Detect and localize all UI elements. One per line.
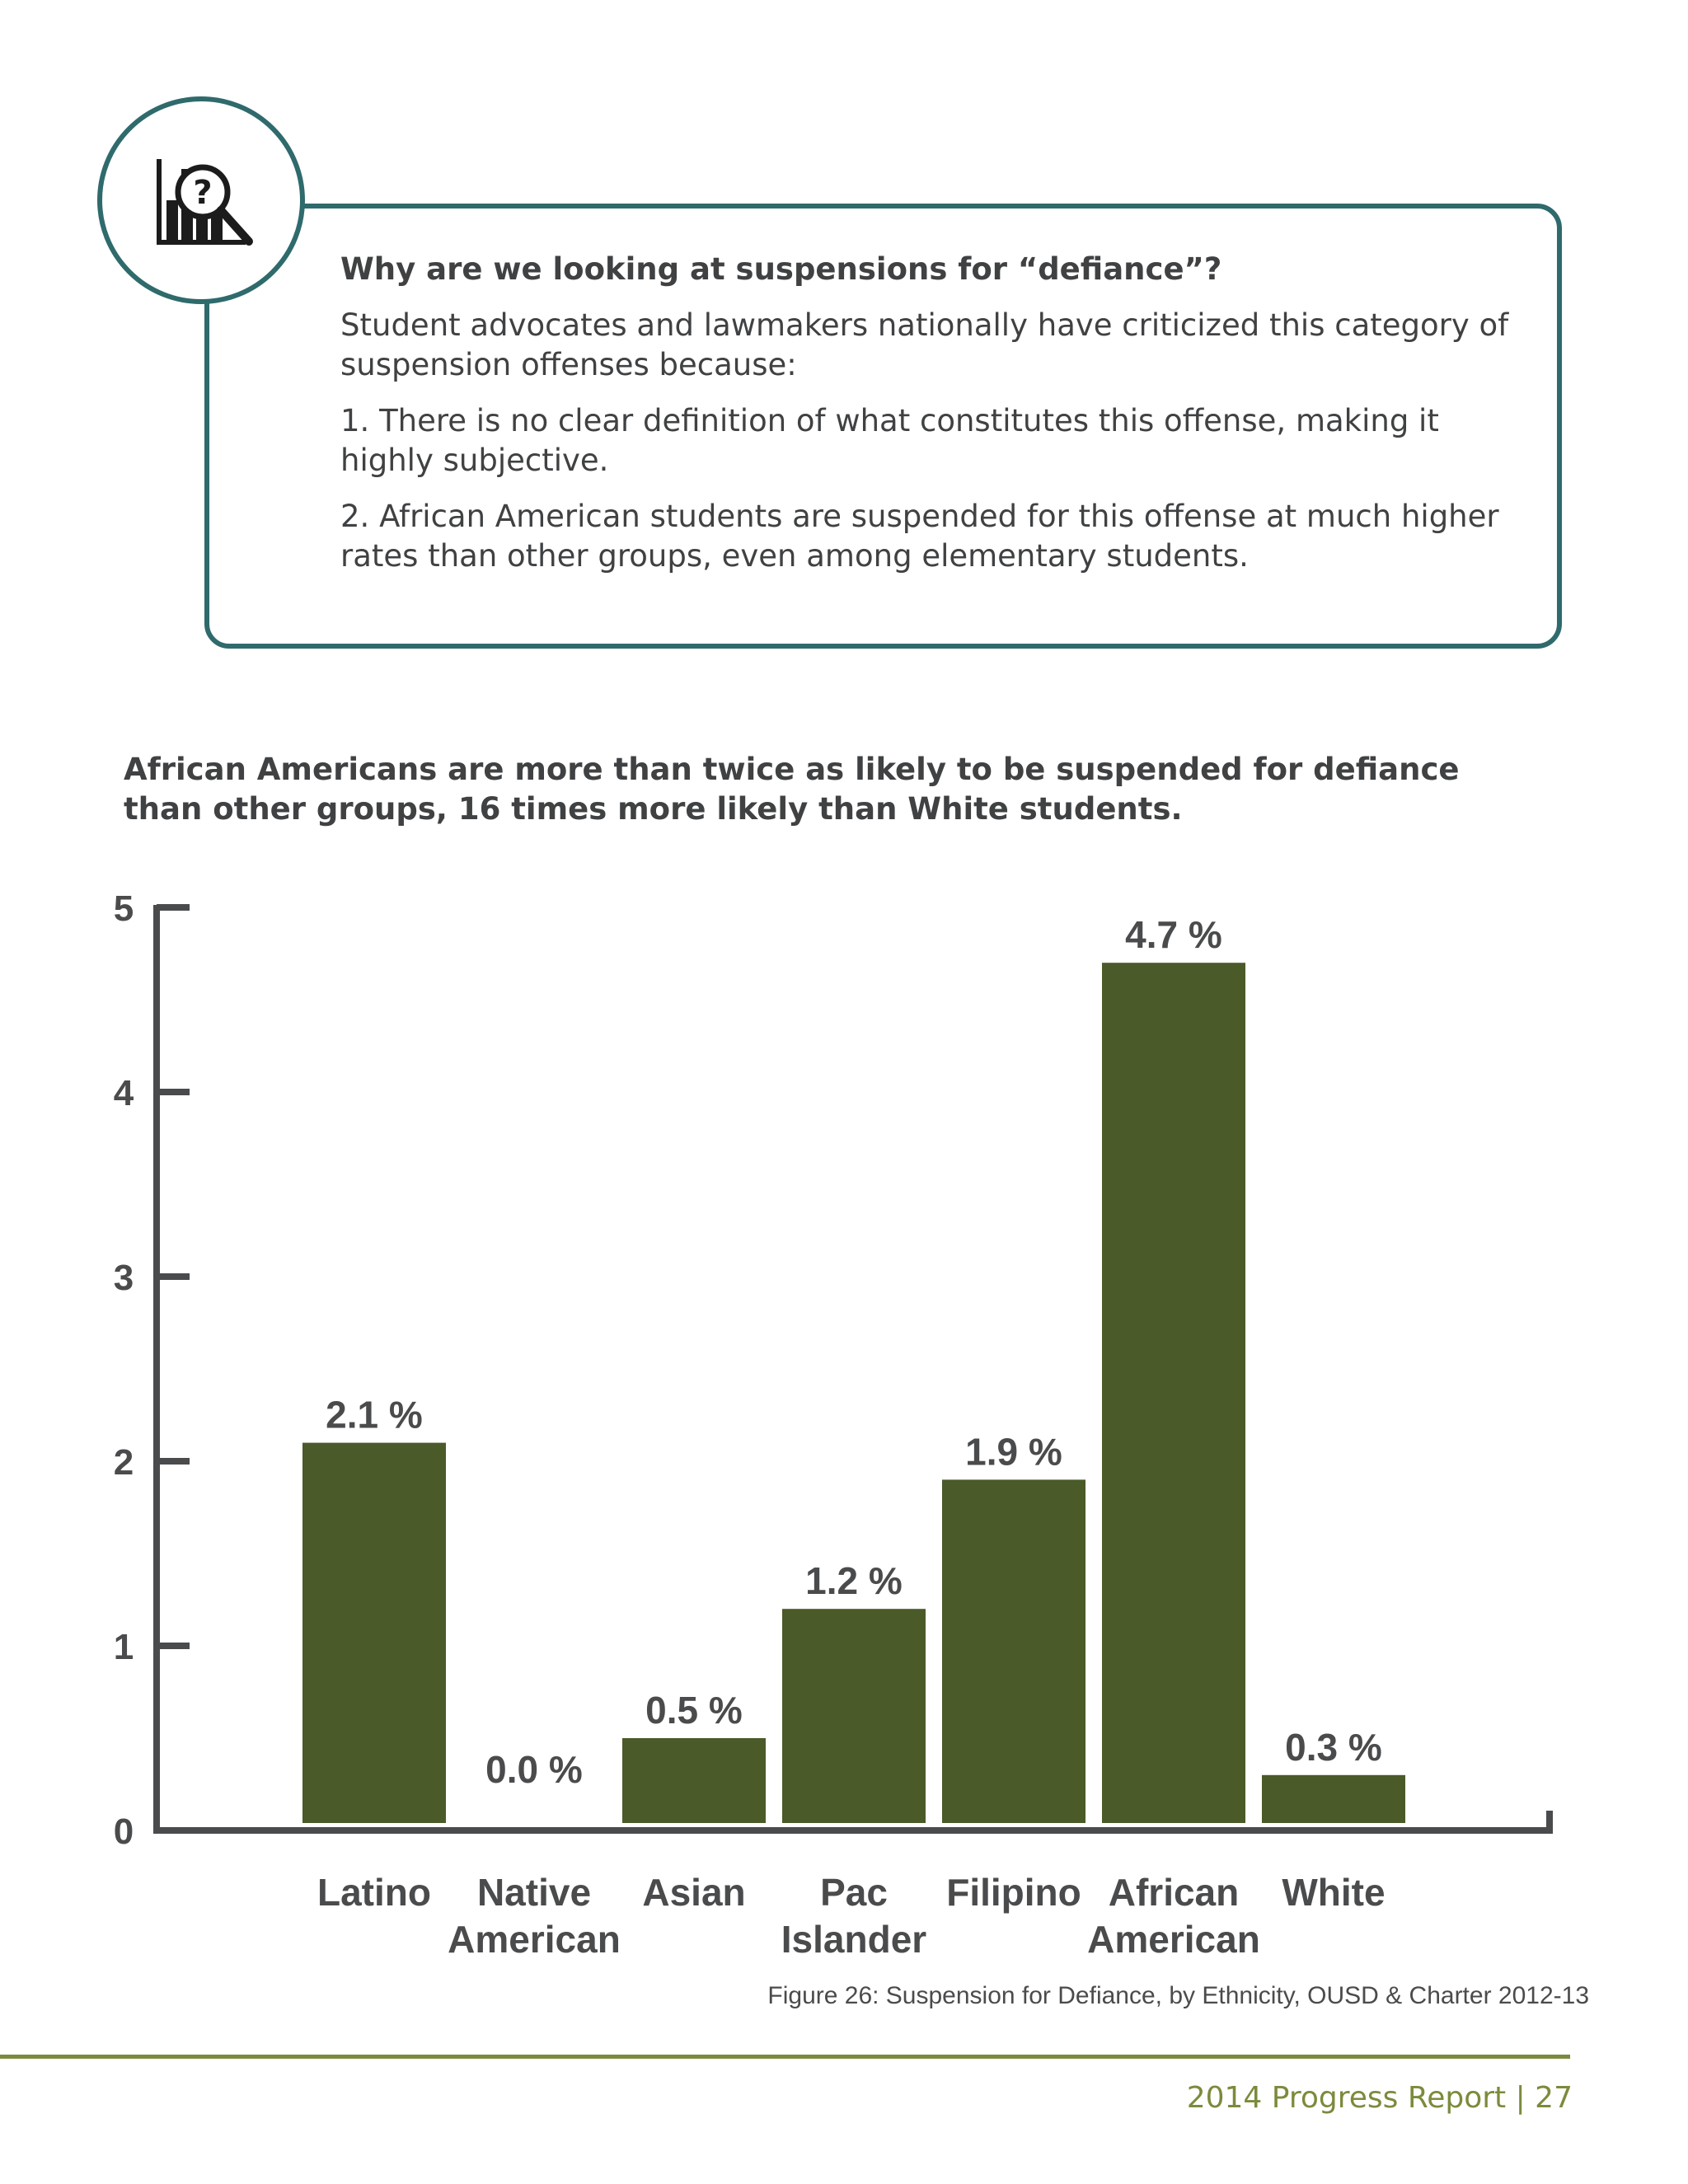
chart-headline: African Americans are more than twice as likely to be suspended for defiance than other groups, 16 times more likely than White students.: [124, 752, 1460, 827]
x-category-label: White: [1282, 1871, 1386, 1914]
callout-title: Why are we looking at suspensions for “defiance”?: [340, 251, 1222, 287]
bar-data-label: 1.2 %: [805, 1559, 903, 1603]
y-tick-label: 5: [113, 888, 134, 929]
x-category-label: Asian: [642, 1871, 746, 1914]
callout-point-2: 2. African American students are suspended for this offense at much higher rates than other groups, even among elementary students.: [340, 499, 1499, 574]
footer-rule: [0, 2055, 1570, 2059]
y-tick-label: 0: [113, 1811, 134, 1852]
bar-data-label: 0.5 %: [645, 1689, 743, 1732]
bar: [622, 1738, 766, 1823]
bar-data-label: 2.1 %: [326, 1393, 423, 1436]
y-tick-label: 4: [113, 1073, 134, 1113]
callout-point-1: 1. There is no clear definition of what constitutes this offense, making it highly subjective.: [340, 403, 1439, 478]
y-tick-label: 2: [113, 1442, 134, 1483]
callout-intro: Student advocates and lawmakers nationally have criticized this category of suspension offenses because:: [340, 307, 1509, 382]
bar: [1262, 1775, 1405, 1823]
bar: [302, 1443, 446, 1823]
bar: [942, 1479, 1085, 1823]
x-category-label: Pac Islander: [781, 1871, 927, 1961]
bar: [782, 1609, 926, 1823]
bar-data-label: 0.0 %: [485, 1748, 583, 1791]
x-category-label: Latino: [317, 1871, 431, 1914]
x-category-label: Filipino: [946, 1871, 1081, 1914]
bar-data-label: 4.7 %: [1125, 913, 1222, 957]
svg-text:?: ?: [193, 174, 213, 212]
figure-caption: Figure 26: Suspension for Defiance, by Ethnicity, OUSD & Charter 2012-13: [767, 1982, 1589, 2009]
page-footer: 2014 Progress Report | 27: [1186, 2081, 1573, 2115]
x-category-label: African American: [1087, 1871, 1260, 1961]
y-tick-label: 3: [113, 1258, 134, 1298]
y-tick-label: 1: [113, 1627, 134, 1667]
x-category-label: Native American: [448, 1871, 621, 1961]
bar-data-label: 0.3 %: [1285, 1725, 1382, 1769]
bar-data-label: 1.9 %: [965, 1430, 1062, 1474]
bar: [1102, 963, 1245, 1823]
